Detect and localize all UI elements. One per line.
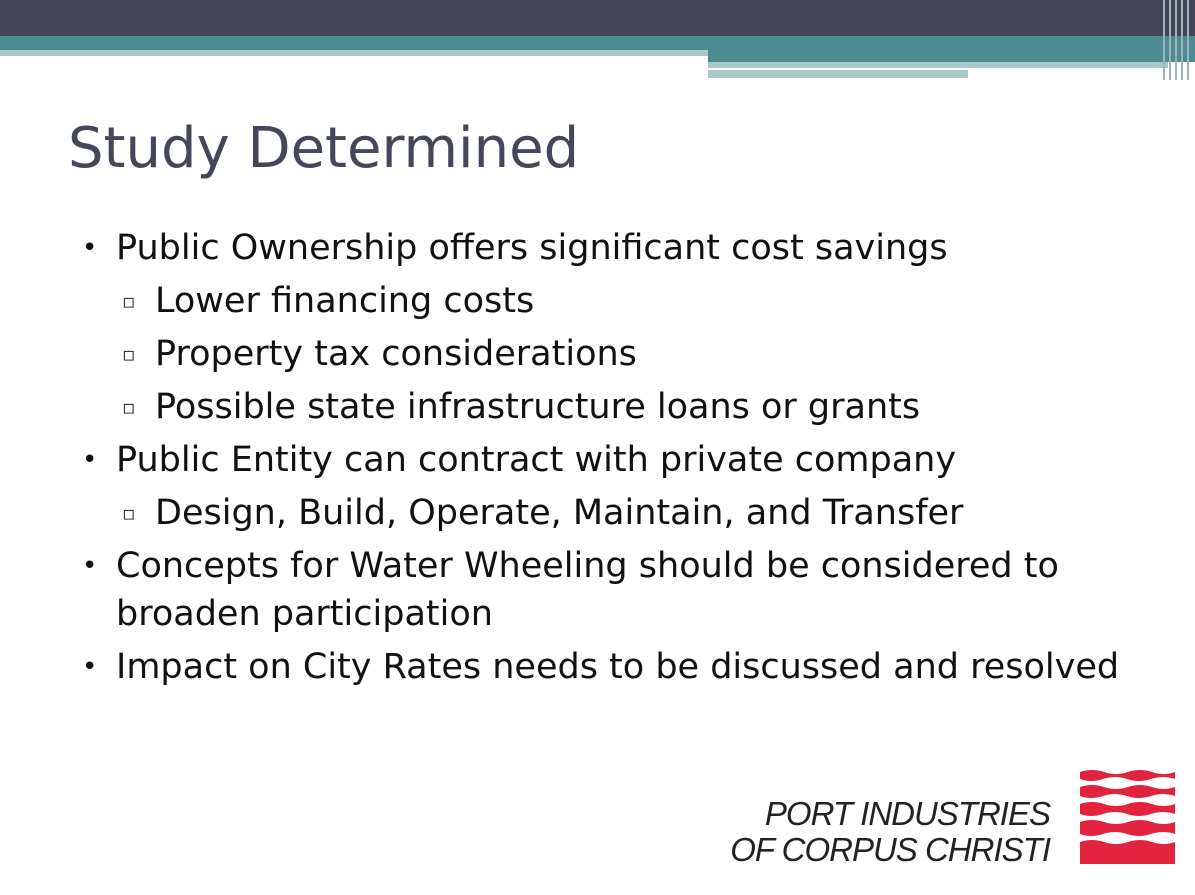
- waves-logo-icon: [1080, 768, 1175, 864]
- sub-bullet-text: Property tax considerations: [155, 334, 637, 374]
- square-bullet-icon: ▫: [122, 289, 136, 313]
- sub-bullet-text: Lower financing costs: [155, 281, 535, 321]
- logo-text-line2: OF CORPUS CHRISTI: [730, 831, 1050, 868]
- sub-bullet-item: [82, 489, 1122, 537]
- square-bullet-icon: ▫: [122, 342, 136, 366]
- sub-bullet-text: Possible state infrastructure loans or grants: [155, 387, 921, 427]
- bullet-item: [82, 542, 1122, 638]
- header-band-light-left: [0, 50, 708, 56]
- company-logo: [730, 768, 1180, 868]
- bullet-dot-icon: •: [82, 551, 98, 581]
- bullet-item: [82, 436, 1122, 484]
- sub-bullet-text: Design, Build, Operate, Maintain, and Transfer: [155, 493, 964, 533]
- bullet-item: [82, 224, 1122, 272]
- bullet-text: Concepts for Water Wheeling should be considered to broaden participation: [116, 546, 1059, 634]
- header-stripes: [1159, 0, 1195, 80]
- bullet-list: [82, 224, 1122, 696]
- square-bullet-icon: ▫: [122, 395, 136, 419]
- slide-title: Study Determined: [68, 116, 580, 181]
- square-bullet-icon: ▫: [122, 501, 136, 525]
- bullet-text: Public Entity can contract with private company: [116, 440, 957, 480]
- bullet-dot-icon: •: [82, 445, 98, 475]
- bullet-dot-icon: •: [82, 233, 98, 263]
- header-band-light-right: [708, 62, 1168, 68]
- header-band-teal-right: [708, 50, 1195, 62]
- bullet-item: [82, 643, 1122, 691]
- logo-text-line1: PORT INDUSTRIES: [764, 795, 1050, 832]
- sub-bullet-item: [82, 330, 1122, 378]
- header-band-light-right-lower: [708, 70, 968, 78]
- bullet-dot-icon: •: [82, 652, 98, 682]
- sub-bullet-item: [82, 277, 1122, 325]
- header-band-dark: [0, 0, 1195, 36]
- bullet-text: Public Ownership offers significant cost savings: [116, 228, 948, 268]
- bullet-text: Impact on City Rates needs to be discussed and resolved: [116, 647, 1120, 687]
- sub-bullet-item: [82, 383, 1122, 431]
- header-band-teal: [0, 36, 1195, 50]
